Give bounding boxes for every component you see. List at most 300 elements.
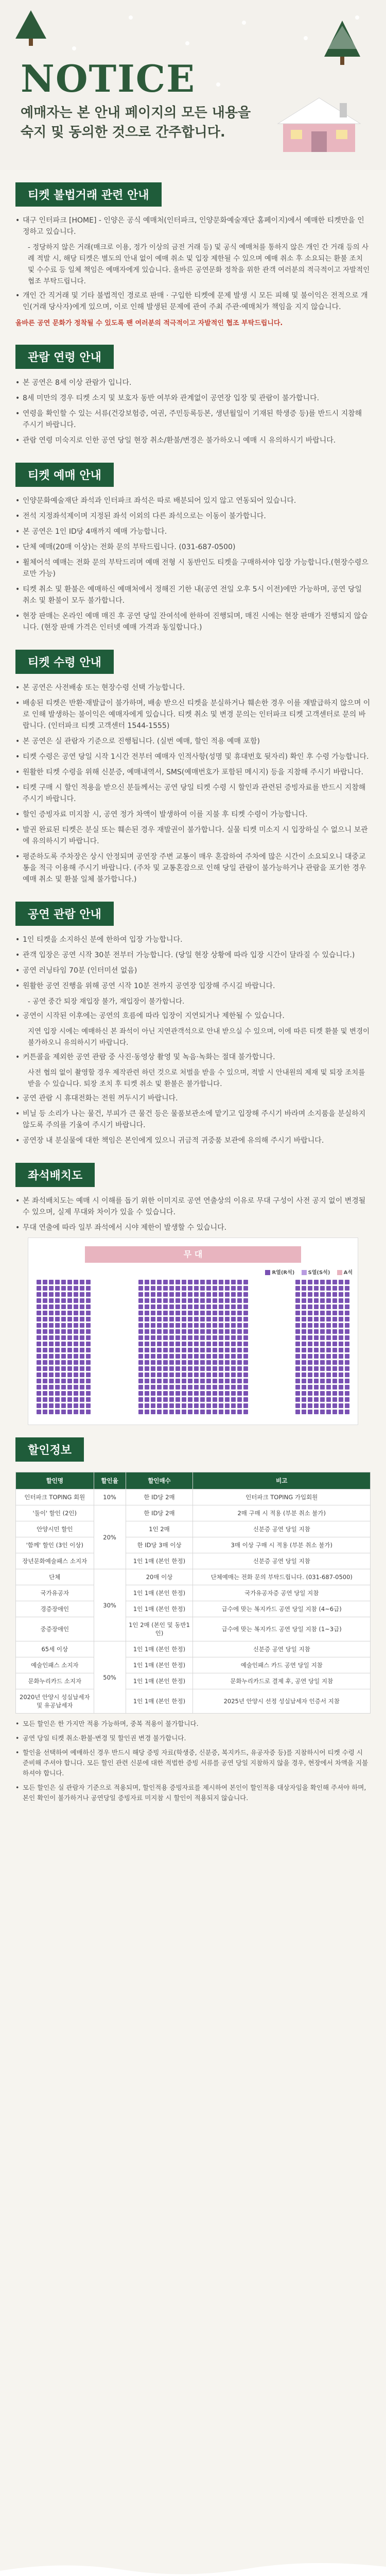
seat[interactable] <box>61 1280 66 1284</box>
seat[interactable] <box>237 1286 242 1291</box>
seat[interactable] <box>49 1391 54 1396</box>
seat[interactable] <box>80 1280 84 1284</box>
seat[interactable] <box>320 1311 325 1315</box>
seat[interactable] <box>302 1397 306 1402</box>
seat[interactable] <box>219 1403 223 1408</box>
seat[interactable] <box>326 1292 331 1297</box>
seat[interactable] <box>163 1342 168 1346</box>
seat[interactable] <box>237 1366 242 1371</box>
seat[interactable] <box>345 1397 349 1402</box>
seat[interactable] <box>200 1348 205 1352</box>
seat[interactable] <box>302 1354 306 1359</box>
seat[interactable] <box>49 1304 54 1309</box>
seat[interactable] <box>145 1385 149 1389</box>
seat[interactable] <box>231 1298 236 1303</box>
seat[interactable] <box>231 1304 236 1309</box>
seat[interactable] <box>345 1372 349 1377</box>
seat[interactable] <box>182 1317 186 1321</box>
seat[interactable] <box>326 1329 331 1334</box>
seat[interactable] <box>55 1385 60 1389</box>
seat[interactable] <box>339 1354 343 1359</box>
seat[interactable] <box>219 1410 223 1414</box>
seat[interactable] <box>225 1292 230 1297</box>
seat[interactable] <box>145 1354 149 1359</box>
seat[interactable] <box>163 1311 168 1315</box>
seat[interactable] <box>345 1292 349 1297</box>
seat[interactable] <box>138 1372 143 1377</box>
seat[interactable] <box>302 1366 306 1371</box>
seat[interactable] <box>37 1372 41 1377</box>
seat[interactable] <box>55 1348 60 1352</box>
seat[interactable] <box>194 1323 199 1328</box>
seat[interactable] <box>231 1372 236 1377</box>
seat[interactable] <box>231 1329 236 1334</box>
seat[interactable] <box>43 1391 47 1396</box>
seat[interactable] <box>339 1391 343 1396</box>
seat[interactable] <box>61 1372 66 1377</box>
seat[interactable] <box>194 1329 199 1334</box>
seat[interactable] <box>176 1397 180 1402</box>
seat[interactable] <box>206 1410 211 1414</box>
seat[interactable] <box>169 1286 174 1291</box>
seat[interactable] <box>157 1323 162 1328</box>
seat[interactable] <box>43 1335 47 1340</box>
seat[interactable] <box>200 1360 205 1365</box>
seat[interactable] <box>194 1372 199 1377</box>
seat[interactable] <box>231 1397 236 1402</box>
seat[interactable] <box>219 1329 223 1334</box>
seat[interactable] <box>345 1335 349 1340</box>
seat[interactable] <box>206 1317 211 1321</box>
seat[interactable] <box>314 1329 319 1334</box>
seat[interactable] <box>145 1379 149 1383</box>
seat[interactable] <box>225 1280 230 1284</box>
seat[interactable] <box>55 1379 60 1383</box>
seat[interactable] <box>182 1304 186 1309</box>
seat[interactable] <box>295 1298 300 1303</box>
seat[interactable] <box>332 1323 337 1328</box>
seat[interactable] <box>61 1403 66 1408</box>
seat[interactable] <box>345 1298 349 1303</box>
seat[interactable] <box>231 1342 236 1346</box>
seat[interactable] <box>43 1403 47 1408</box>
seat[interactable] <box>243 1286 248 1291</box>
seat[interactable] <box>163 1410 168 1414</box>
seat[interactable] <box>243 1335 248 1340</box>
seat[interactable] <box>37 1354 41 1359</box>
seat[interactable] <box>67 1391 72 1396</box>
seat[interactable] <box>43 1311 47 1315</box>
seat[interactable] <box>194 1354 199 1359</box>
seat[interactable] <box>182 1397 186 1402</box>
seat[interactable] <box>43 1410 47 1414</box>
seat[interactable] <box>138 1379 143 1383</box>
seat[interactable] <box>200 1372 205 1377</box>
seat[interactable] <box>163 1292 168 1297</box>
seat[interactable] <box>169 1342 174 1346</box>
seat[interactable] <box>314 1280 319 1284</box>
seat[interactable] <box>145 1304 149 1309</box>
seat[interactable] <box>237 1323 242 1328</box>
seat[interactable] <box>237 1397 242 1402</box>
seat[interactable] <box>151 1298 155 1303</box>
seat[interactable] <box>169 1410 174 1414</box>
seat[interactable] <box>320 1372 325 1377</box>
seat[interactable] <box>169 1329 174 1334</box>
seat[interactable] <box>37 1317 41 1321</box>
seat[interactable] <box>314 1286 319 1291</box>
seat[interactable] <box>182 1311 186 1315</box>
seat[interactable] <box>37 1342 41 1346</box>
seat[interactable] <box>206 1348 211 1352</box>
seat[interactable] <box>176 1292 180 1297</box>
seat[interactable] <box>49 1317 54 1321</box>
seat[interactable] <box>332 1298 337 1303</box>
seat[interactable] <box>163 1391 168 1396</box>
seat[interactable] <box>169 1385 174 1389</box>
seat[interactable] <box>225 1360 230 1365</box>
seat[interactable] <box>339 1366 343 1371</box>
seat[interactable] <box>332 1335 337 1340</box>
seat[interactable] <box>55 1372 60 1377</box>
seat[interactable] <box>219 1348 223 1352</box>
seat[interactable] <box>308 1403 312 1408</box>
seat[interactable] <box>37 1360 41 1365</box>
seat[interactable] <box>243 1298 248 1303</box>
seat[interactable] <box>169 1335 174 1340</box>
seat[interactable] <box>314 1360 319 1365</box>
seat[interactable] <box>67 1385 72 1389</box>
seat[interactable] <box>225 1397 230 1402</box>
seat[interactable] <box>157 1372 162 1377</box>
seat[interactable] <box>138 1348 143 1352</box>
seat[interactable] <box>188 1298 192 1303</box>
seat[interactable] <box>219 1280 223 1284</box>
seat[interactable] <box>43 1397 47 1402</box>
seat[interactable] <box>43 1329 47 1334</box>
seat[interactable] <box>169 1311 174 1315</box>
seat[interactable] <box>74 1335 78 1340</box>
seat[interactable] <box>320 1323 325 1328</box>
seat[interactable] <box>49 1385 54 1389</box>
seat[interactable] <box>163 1329 168 1334</box>
seat[interactable] <box>67 1292 72 1297</box>
seat[interactable] <box>80 1397 84 1402</box>
seat[interactable] <box>345 1304 349 1309</box>
seat[interactable] <box>37 1397 41 1402</box>
seat[interactable] <box>80 1379 84 1383</box>
seat[interactable] <box>320 1329 325 1334</box>
seat[interactable] <box>169 1391 174 1396</box>
seat[interactable] <box>49 1410 54 1414</box>
seat[interactable] <box>176 1286 180 1291</box>
seat[interactable] <box>231 1403 236 1408</box>
seat[interactable] <box>213 1410 217 1414</box>
seat[interactable] <box>80 1348 84 1352</box>
seat[interactable] <box>145 1372 149 1377</box>
seat[interactable] <box>163 1397 168 1402</box>
seat[interactable] <box>169 1280 174 1284</box>
seat[interactable] <box>302 1311 306 1315</box>
seat[interactable] <box>176 1317 180 1321</box>
seat[interactable] <box>194 1304 199 1309</box>
seat[interactable] <box>138 1342 143 1346</box>
seat[interactable] <box>157 1348 162 1352</box>
seat[interactable] <box>188 1335 192 1340</box>
seat[interactable] <box>157 1391 162 1396</box>
seat[interactable] <box>231 1317 236 1321</box>
seat[interactable] <box>151 1379 155 1383</box>
seat[interactable] <box>163 1298 168 1303</box>
seat[interactable] <box>206 1342 211 1346</box>
seat[interactable] <box>200 1311 205 1315</box>
seat[interactable] <box>295 1360 300 1365</box>
seat[interactable] <box>308 1292 312 1297</box>
seat[interactable] <box>86 1342 91 1346</box>
seat[interactable] <box>74 1298 78 1303</box>
seat[interactable] <box>243 1323 248 1328</box>
seat[interactable] <box>55 1354 60 1359</box>
seat[interactable] <box>151 1385 155 1389</box>
seat[interactable] <box>151 1311 155 1315</box>
seat[interactable] <box>176 1304 180 1309</box>
seat[interactable] <box>49 1360 54 1365</box>
seat[interactable] <box>345 1311 349 1315</box>
seat[interactable] <box>86 1317 91 1321</box>
seat[interactable] <box>67 1372 72 1377</box>
seat[interactable] <box>188 1329 192 1334</box>
seat[interactable] <box>43 1385 47 1389</box>
seat[interactable] <box>231 1311 236 1315</box>
seat[interactable] <box>339 1360 343 1365</box>
seat[interactable] <box>206 1372 211 1377</box>
seat[interactable] <box>231 1410 236 1414</box>
seat[interactable] <box>326 1391 331 1396</box>
seat[interactable] <box>176 1379 180 1383</box>
seat[interactable] <box>182 1372 186 1377</box>
seat[interactable] <box>37 1410 41 1414</box>
seat[interactable] <box>213 1348 217 1352</box>
seat[interactable] <box>345 1342 349 1346</box>
seat[interactable] <box>157 1311 162 1315</box>
seat[interactable] <box>219 1385 223 1389</box>
seat[interactable] <box>145 1342 149 1346</box>
seat[interactable] <box>308 1298 312 1303</box>
seat[interactable] <box>67 1348 72 1352</box>
seat[interactable] <box>332 1366 337 1371</box>
seat[interactable] <box>302 1372 306 1377</box>
seat[interactable] <box>176 1372 180 1377</box>
seat[interactable] <box>182 1391 186 1396</box>
seat[interactable] <box>206 1391 211 1396</box>
seat[interactable] <box>86 1354 91 1359</box>
seat[interactable] <box>295 1372 300 1377</box>
seat[interactable] <box>308 1385 312 1389</box>
seat[interactable] <box>314 1348 319 1352</box>
seat[interactable] <box>326 1323 331 1328</box>
seat[interactable] <box>61 1329 66 1334</box>
seat[interactable] <box>339 1335 343 1340</box>
seat[interactable] <box>295 1379 300 1383</box>
seat[interactable] <box>243 1372 248 1377</box>
seat[interactable] <box>219 1286 223 1291</box>
seat[interactable] <box>61 1335 66 1340</box>
seat[interactable] <box>151 1317 155 1321</box>
seat[interactable] <box>74 1311 78 1315</box>
seat[interactable] <box>339 1403 343 1408</box>
seat[interactable] <box>200 1366 205 1371</box>
seat[interactable] <box>237 1311 242 1315</box>
seat[interactable] <box>345 1366 349 1371</box>
seat[interactable] <box>206 1304 211 1309</box>
seat[interactable] <box>320 1403 325 1408</box>
seat[interactable] <box>67 1410 72 1414</box>
seat[interactable] <box>231 1354 236 1359</box>
seat[interactable] <box>67 1286 72 1291</box>
seat[interactable] <box>86 1410 91 1414</box>
seat[interactable] <box>43 1360 47 1365</box>
seat[interactable] <box>169 1379 174 1383</box>
seat[interactable] <box>49 1311 54 1315</box>
seat[interactable] <box>157 1298 162 1303</box>
seat[interactable] <box>206 1385 211 1389</box>
seat[interactable] <box>308 1342 312 1346</box>
seat[interactable] <box>157 1335 162 1340</box>
seat[interactable] <box>145 1292 149 1297</box>
seat[interactable] <box>200 1298 205 1303</box>
seat[interactable] <box>332 1348 337 1352</box>
seat[interactable] <box>188 1397 192 1402</box>
seat[interactable] <box>213 1403 217 1408</box>
seat[interactable] <box>67 1403 72 1408</box>
seat[interactable] <box>67 1323 72 1328</box>
seat[interactable] <box>326 1372 331 1377</box>
seat[interactable] <box>151 1348 155 1352</box>
seat[interactable] <box>339 1280 343 1284</box>
seat[interactable] <box>74 1342 78 1346</box>
seat[interactable] <box>86 1286 91 1291</box>
seat[interactable] <box>326 1335 331 1340</box>
seat[interactable] <box>37 1335 41 1340</box>
seat[interactable] <box>345 1385 349 1389</box>
seat[interactable] <box>67 1298 72 1303</box>
seat[interactable] <box>49 1379 54 1383</box>
seat[interactable] <box>326 1366 331 1371</box>
seat[interactable] <box>49 1335 54 1340</box>
seat[interactable] <box>61 1317 66 1321</box>
seat[interactable] <box>243 1403 248 1408</box>
seat[interactable] <box>61 1360 66 1365</box>
seat[interactable] <box>320 1410 325 1414</box>
seat[interactable] <box>61 1348 66 1352</box>
seat[interactable] <box>163 1360 168 1365</box>
seat[interactable] <box>243 1304 248 1309</box>
seat[interactable] <box>163 1366 168 1371</box>
seat[interactable] <box>163 1379 168 1383</box>
seat[interactable] <box>194 1366 199 1371</box>
seat[interactable] <box>339 1385 343 1389</box>
seat[interactable] <box>74 1286 78 1291</box>
seat[interactable] <box>314 1304 319 1309</box>
seat[interactable] <box>182 1298 186 1303</box>
seat[interactable] <box>213 1335 217 1340</box>
seat[interactable] <box>145 1280 149 1284</box>
seat[interactable] <box>326 1360 331 1365</box>
seat[interactable] <box>194 1397 199 1402</box>
seat[interactable] <box>332 1372 337 1377</box>
seat[interactable] <box>345 1391 349 1396</box>
seat[interactable] <box>308 1410 312 1414</box>
seat[interactable] <box>219 1311 223 1315</box>
seat[interactable] <box>176 1410 180 1414</box>
seat[interactable] <box>151 1403 155 1408</box>
seat[interactable] <box>302 1323 306 1328</box>
seat[interactable] <box>339 1397 343 1402</box>
seat[interactable] <box>339 1329 343 1334</box>
seat[interactable] <box>332 1403 337 1408</box>
seat[interactable] <box>237 1304 242 1309</box>
seat[interactable] <box>138 1311 143 1315</box>
seat[interactable] <box>295 1280 300 1284</box>
seat[interactable] <box>243 1311 248 1315</box>
seat[interactable] <box>188 1292 192 1297</box>
seat[interactable] <box>345 1379 349 1383</box>
seat[interactable] <box>43 1379 47 1383</box>
seat[interactable] <box>86 1304 91 1309</box>
seat[interactable] <box>308 1335 312 1340</box>
seat[interactable] <box>61 1304 66 1309</box>
seat[interactable] <box>302 1335 306 1340</box>
seat[interactable] <box>194 1292 199 1297</box>
seat[interactable] <box>176 1335 180 1340</box>
seat[interactable] <box>163 1304 168 1309</box>
seat[interactable] <box>213 1397 217 1402</box>
seat[interactable] <box>61 1379 66 1383</box>
seat[interactable] <box>138 1385 143 1389</box>
seat[interactable] <box>74 1317 78 1321</box>
seat[interactable] <box>37 1304 41 1309</box>
seat[interactable] <box>80 1360 84 1365</box>
seat[interactable] <box>308 1323 312 1328</box>
seat[interactable] <box>151 1292 155 1297</box>
seat[interactable] <box>74 1354 78 1359</box>
seat[interactable] <box>231 1323 236 1328</box>
seat[interactable] <box>163 1323 168 1328</box>
seat[interactable] <box>213 1311 217 1315</box>
seat[interactable] <box>55 1304 60 1309</box>
seat[interactable] <box>308 1286 312 1291</box>
seat[interactable] <box>295 1292 300 1297</box>
seat[interactable] <box>320 1397 325 1402</box>
seat[interactable] <box>151 1360 155 1365</box>
seat[interactable] <box>194 1391 199 1396</box>
seat[interactable] <box>145 1397 149 1402</box>
seat[interactable] <box>86 1385 91 1389</box>
seat[interactable] <box>145 1403 149 1408</box>
seat[interactable] <box>295 1335 300 1340</box>
seat[interactable] <box>74 1292 78 1297</box>
seat[interactable] <box>237 1298 242 1303</box>
seat[interactable] <box>314 1385 319 1389</box>
seat[interactable] <box>194 1298 199 1303</box>
seat[interactable] <box>213 1342 217 1346</box>
seat[interactable] <box>55 1292 60 1297</box>
seat[interactable] <box>157 1366 162 1371</box>
seat[interactable] <box>157 1342 162 1346</box>
seat[interactable] <box>339 1372 343 1377</box>
seat[interactable] <box>37 1280 41 1284</box>
seat[interactable] <box>176 1280 180 1284</box>
